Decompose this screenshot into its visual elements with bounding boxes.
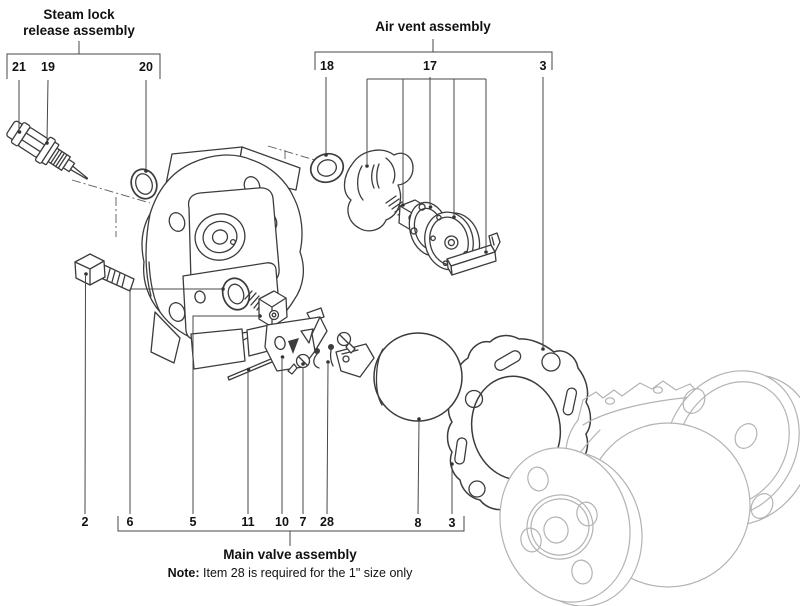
callout-28: 28	[320, 515, 334, 529]
callout-10: 10	[275, 515, 289, 529]
steam-lock-title-line2: release assembly	[23, 23, 135, 38]
probe-drawing	[3, 116, 95, 190]
callout-18: 18	[320, 59, 334, 73]
ring-seal-drawing	[127, 166, 161, 203]
callout-5: 5	[189, 515, 197, 529]
main-valve-note	[168, 566, 413, 580]
callout-3-bottom: 3	[448, 516, 456, 530]
callout-19: 19	[41, 60, 55, 74]
steam-lock-assembly-title	[23, 7, 135, 39]
callout-11: 11	[241, 515, 255, 529]
bolt-drawing	[75, 254, 134, 291]
callout-20: 20	[139, 60, 153, 74]
callout-6: 6	[126, 515, 134, 529]
steam-lock-title-line1: Steam lock	[43, 7, 115, 22]
float-ball-drawing	[374, 333, 462, 421]
main-valve-assembly-title: Main valve assembly	[223, 547, 357, 562]
callout-3-top: 3	[539, 59, 547, 73]
air-vent-assembly-title: Air vent assembly	[375, 19, 491, 34]
callout-21: 21	[12, 60, 26, 74]
callout-17: 17	[423, 59, 437, 73]
callout-7: 7	[299, 515, 307, 529]
note-label: Note:	[167, 566, 200, 580]
callout-8: 8	[414, 516, 422, 530]
note-text: Item 28 is required for the 1" size only	[199, 566, 413, 580]
callout-2: 2	[81, 515, 89, 529]
